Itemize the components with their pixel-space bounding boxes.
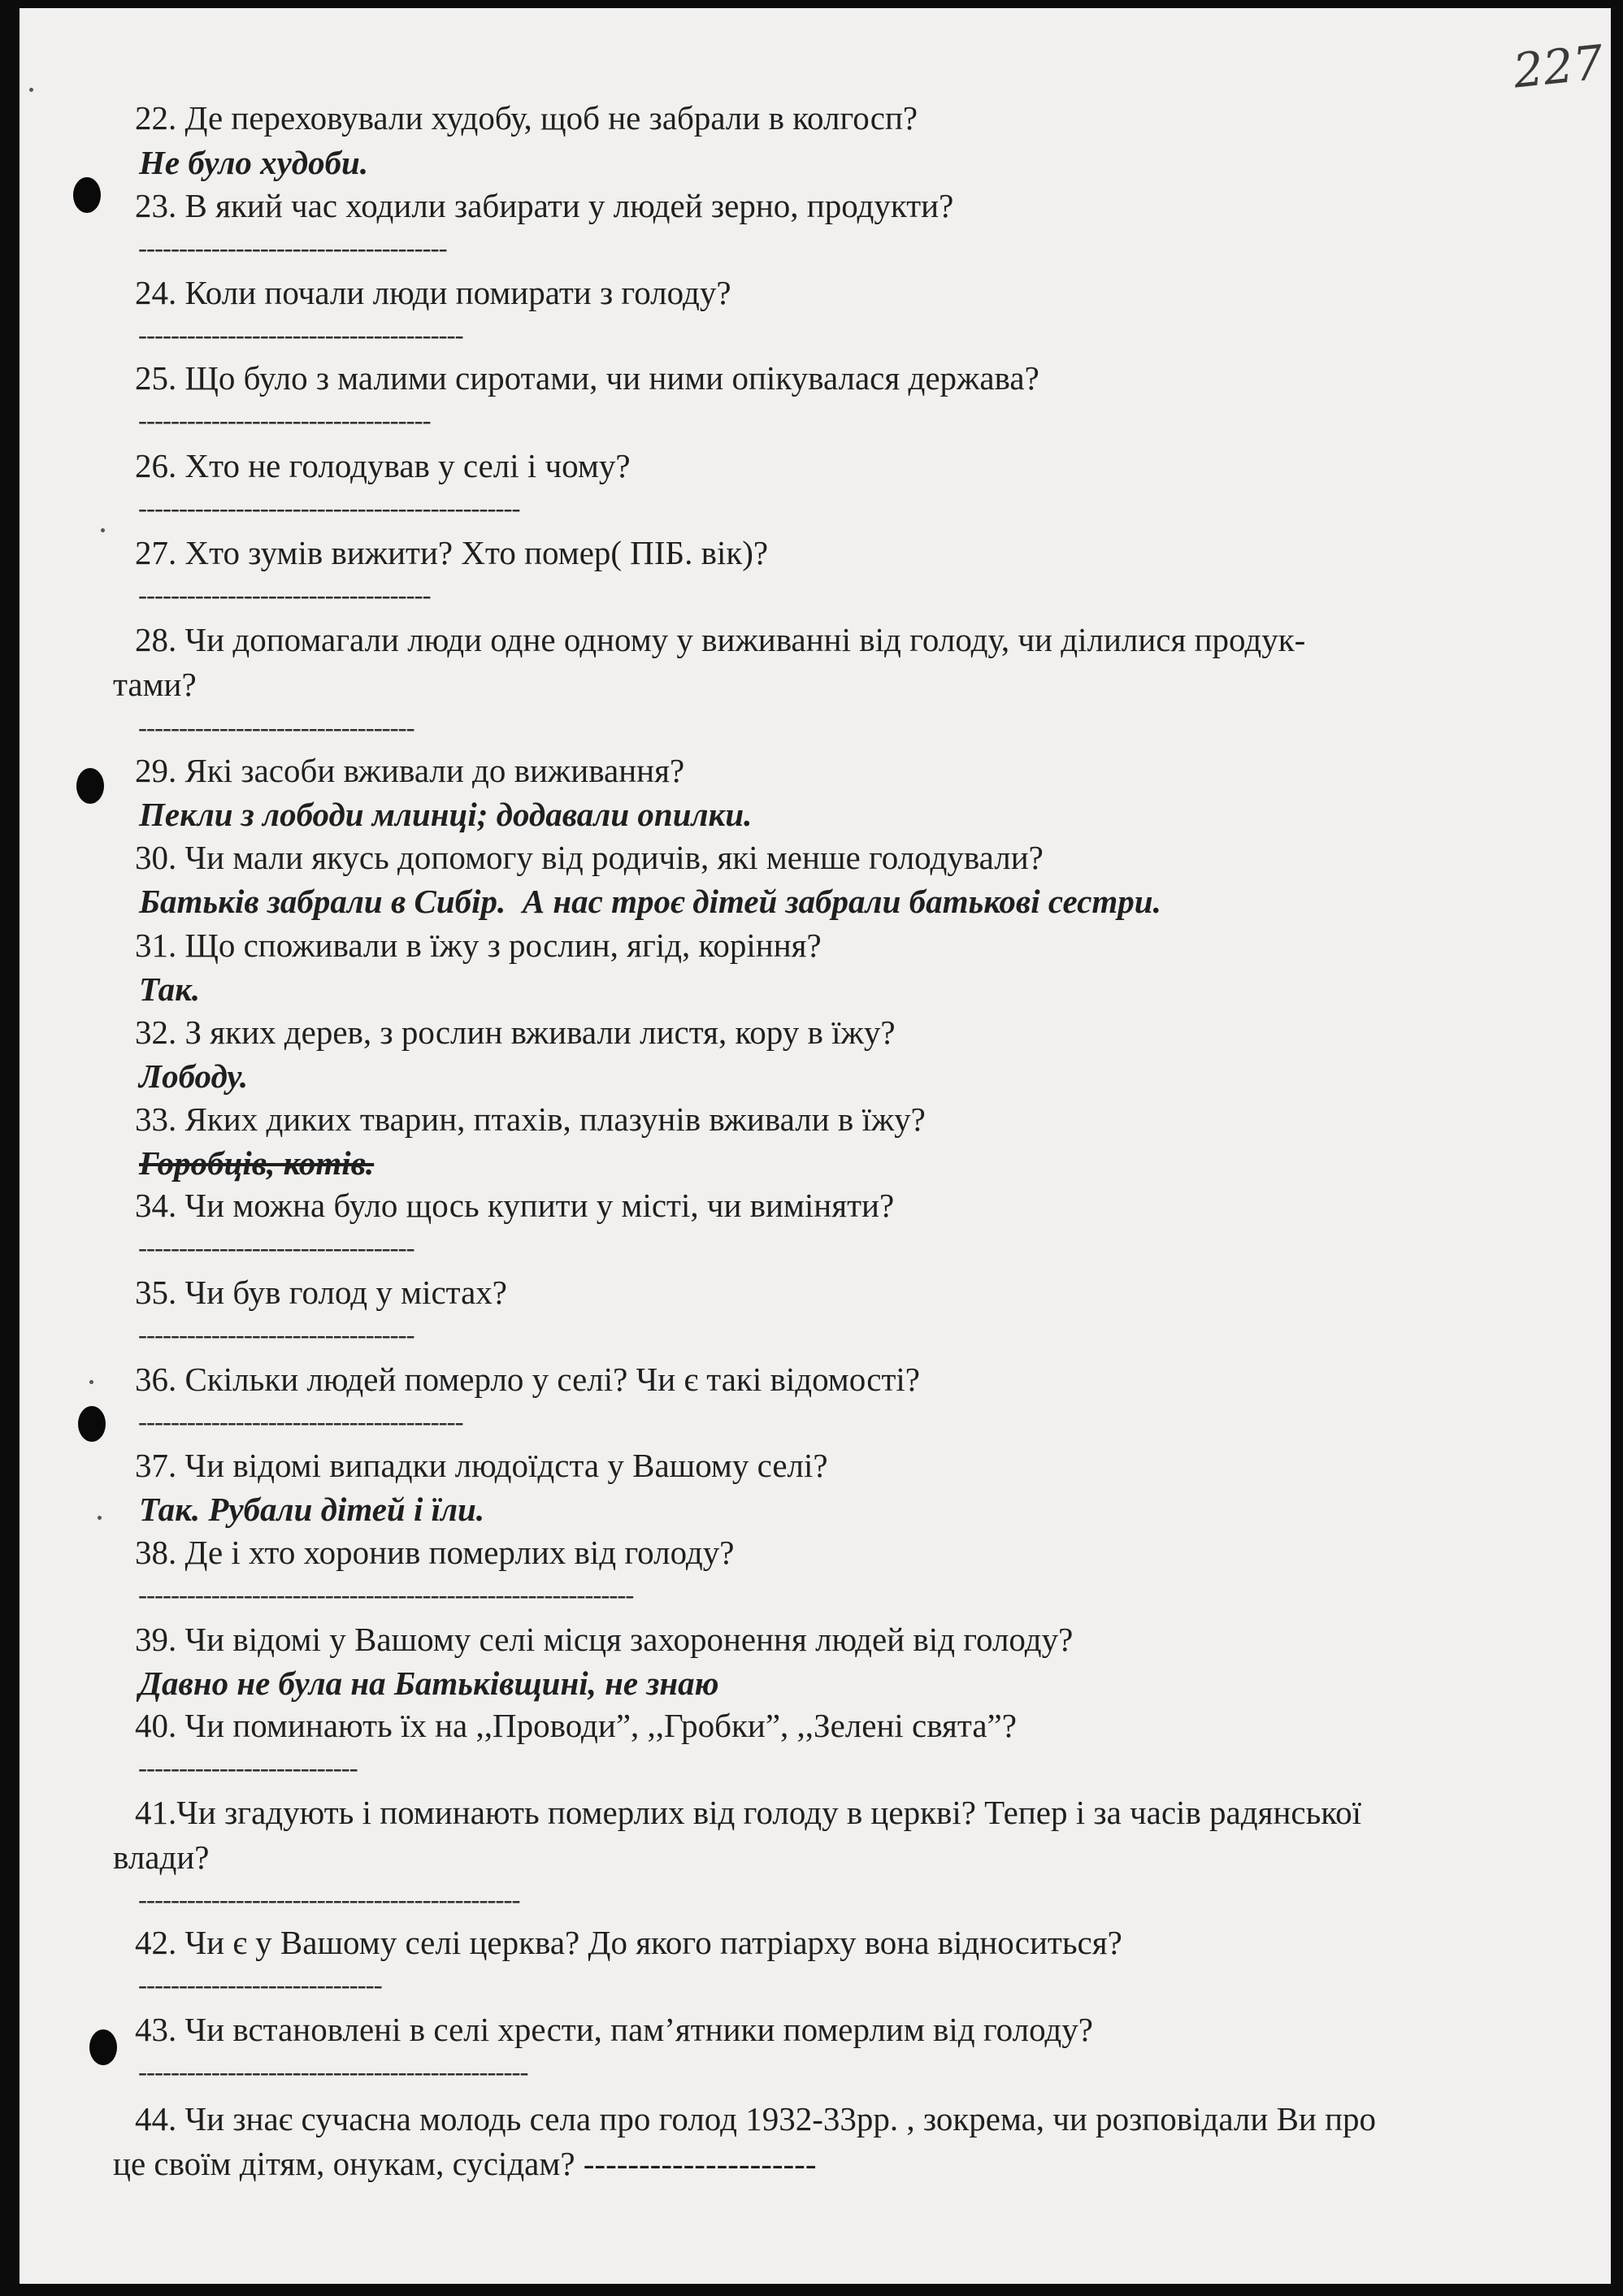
answer-29: Пекли з лободи млинці; додавали опилки. <box>139 796 753 833</box>
answer-22: Не було худоби. <box>139 144 369 181</box>
answer-26: ----------------------------------------------- <box>138 494 520 523</box>
answer-41: ----------------------------------------------- <box>138 1886 520 1915</box>
question-28: 28. Чи допомагали люди одне одному у виживанні від голоду, чи ділилися продук- <box>135 621 1306 658</box>
answer-37: Так. Рубали дітей і їли. <box>139 1491 485 1528</box>
question-41-continued: влади? <box>113 1838 210 1876</box>
question-33: 33. Яких диких тварин, птахів, плазунів вживали в їжу? <box>135 1100 926 1138</box>
question-38: 38. Де і хто хоронив померлих від голоду? <box>135 1534 735 1571</box>
answer-25: ------------------------------------ <box>138 406 431 436</box>
answer-38: ------------------------------------------------------------- <box>138 1581 634 1610</box>
question-41: 41.Чи згадують і поминають померлих від голоду в церкві? Тепер і за часів радянської <box>135 1794 1362 1831</box>
answer-31: Так. <box>139 970 201 1008</box>
question-42: 42. Чи є у Вашому селі церква? До якого патріарху вона відноситься? <box>135 1924 1122 1961</box>
answer-33: Горобців, котів. <box>139 1144 375 1182</box>
question-22: 22. Де переховували худобу, щоб не забрали в колгосп? <box>135 99 918 137</box>
question-43: 43. Чи встановлені в селі хрести, пам’ятники померлим від голоду? <box>135 2011 1093 2048</box>
answer-30: Батьків забрали в Сибір. А нас троє дітей забрали батькові сестри. <box>139 883 1161 920</box>
question-31: 31. Що споживали в їжу з рослин, ягід, коріння? <box>135 927 822 964</box>
question-44: 44. Чи знає сучасна молодь села про голод 1932-33рр. , зокрема, чи розповідали Ви про <box>135 2100 1377 2138</box>
document-page <box>20 8 1611 2284</box>
speck <box>89 1380 93 1384</box>
question-27: 27. Хто зумів вижити? Хто помер( ПІБ. вік)? <box>135 534 769 571</box>
answer-32: Лободу. <box>139 1057 249 1095</box>
speck <box>29 88 33 92</box>
answer-34: ---------------------------------- <box>138 1234 414 1263</box>
punch-hole <box>89 2029 117 2065</box>
answer-24: ---------------------------------------- <box>138 321 463 350</box>
question-25: 25. Що було з малими сиротами, чи ними опікувалася держава? <box>135 359 1039 397</box>
speck <box>98 1516 102 1520</box>
answer-43: ------------------------------------------------ <box>138 2058 528 2087</box>
question-24: 24. Коли почали люди помирати з голоду? <box>135 274 731 311</box>
question-29: 29. Які засоби вживали до виживання? <box>135 752 685 789</box>
punch-hole <box>73 177 101 213</box>
question-44-continued: це своїм дітям, онукам, сусідам? --------------------- <box>113 2145 817 2182</box>
answer-23: -------------------------------------- <box>138 234 447 263</box>
question-23: 23. В який час ходили забирати у людей зерно, продукти? <box>135 187 954 224</box>
answer-27: ------------------------------------ <box>138 581 431 610</box>
question-39: 39. Чи відомі у Вашому селі місця захоронення людей від голоду? <box>135 1621 1074 1658</box>
answer-28: ---------------------------------- <box>138 714 414 743</box>
page-number: 227 <box>1510 34 1606 99</box>
question-32: 32. З яких дерев, з рослин вживали листя, кору в їжу? <box>135 1013 896 1051</box>
question-30: 30. Чи мали якусь допомогу від родичів, які менше голодували? <box>135 839 1044 876</box>
question-28-continued: тами? <box>113 666 197 703</box>
question-37: 37. Чи відомі випадки людоїдста у Вашому селі? <box>135 1447 828 1484</box>
punch-hole <box>76 768 104 804</box>
question-34: 34. Чи можна було щось купити у місті, чи виміняти? <box>135 1187 895 1224</box>
answer-36: ---------------------------------------- <box>138 1408 463 1437</box>
question-35: 35. Чи був голод у містах? <box>135 1274 507 1311</box>
answer-40: --------------------------- <box>138 1754 358 1783</box>
question-26: 26. Хто не голодував у селі і чому? <box>135 447 631 484</box>
question-40: 40. Чи поминають їх на ,,Проводи”, ,,Гробки”, ,,Зелені свята”? <box>135 1707 1017 1744</box>
punch-hole <box>78 1406 106 1442</box>
speck <box>101 528 105 532</box>
answer-35: ---------------------------------- <box>138 1321 414 1350</box>
answer-39: Давно не була на Батьківщині, не знаю <box>139 1664 719 1702</box>
question-36: 36. Скільки людей померло у селі? Чи є такі відомості? <box>135 1361 920 1398</box>
answer-42: ------------------------------ <box>138 1971 382 2000</box>
